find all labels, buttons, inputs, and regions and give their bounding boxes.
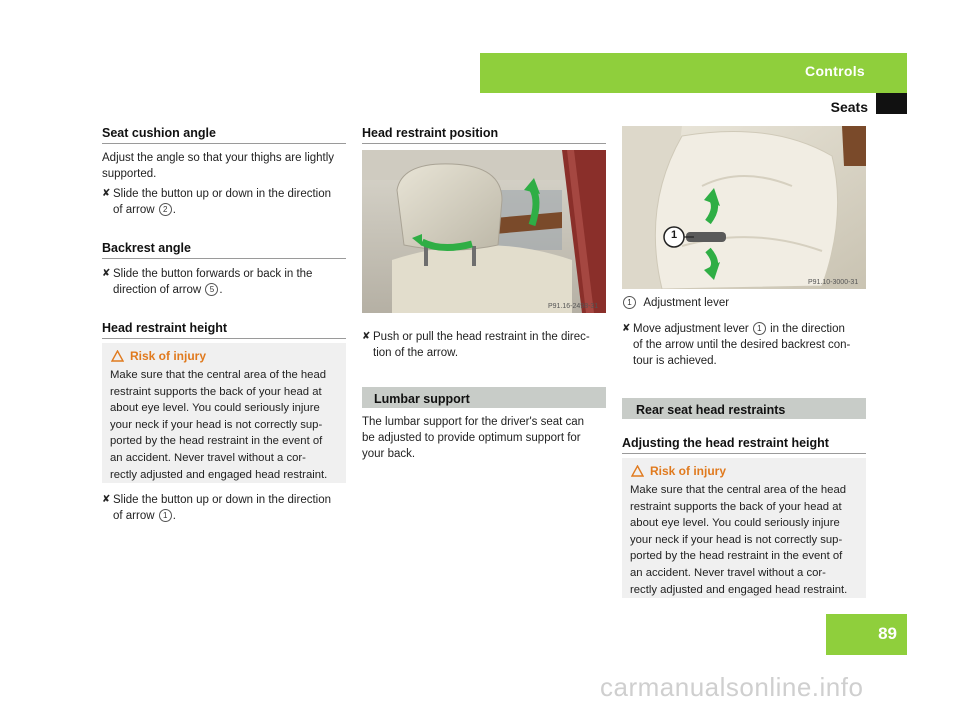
bullet-text-line3: tour is achieved.	[633, 355, 717, 367]
page-number-box	[826, 614, 907, 655]
bullet-text: direction of arrow	[113, 284, 202, 296]
warning-body	[110, 367, 327, 483]
bullet-text: Move adjustment lever	[633, 323, 749, 335]
head-restraint-photo	[362, 150, 606, 313]
warning-box	[622, 458, 866, 598]
callout-number: 1	[753, 322, 766, 335]
section-marker	[876, 93, 907, 114]
legend-number: 1	[623, 296, 636, 309]
bullet-text-line2	[113, 202, 176, 219]
warning-line: Make sure that the central area of the head	[630, 484, 847, 496]
backrest-bullet	[102, 266, 352, 300]
lumbar-support-header	[362, 387, 606, 408]
image-legend	[622, 295, 729, 312]
bullet-text-line1: Push or pull the head restraint in the direc-	[373, 331, 590, 343]
warning-line: ported by the head restraint in the event of	[630, 550, 843, 563]
chapter-tab-label: Controls	[805, 63, 865, 79]
rule	[102, 258, 346, 259]
head-height-bullet	[102, 492, 352, 526]
bullet-text-line1	[633, 321, 845, 338]
warning-line: rectly adjusted and engaged head restraint.	[630, 583, 848, 596]
rule	[362, 143, 606, 144]
bullet-period: .	[219, 284, 223, 296]
lumbar-line: The lumbar support for the driver's seat can	[362, 416, 585, 428]
warning-title-text: Risk of injury	[130, 349, 207, 363]
callout-number: 5	[205, 283, 218, 296]
bullet-text-line1: Slide the button up or down in the direction	[113, 188, 332, 200]
bullet-text: of arrow	[113, 204, 155, 216]
chapter-tab	[480, 53, 907, 93]
rear-seat-title: Rear seat head restraints	[636, 403, 786, 417]
bullet-period: .	[172, 510, 176, 522]
seat-cushion-bullet	[102, 186, 352, 220]
heading-adjusting-head-restraint-height: Adjusting the head restraint height	[622, 436, 829, 450]
head-restraint-illustration	[362, 150, 606, 313]
bullet-text-line2	[113, 282, 223, 299]
heading-head-restraint-position: Head restraint position	[362, 126, 499, 140]
warning-line: Make sure that the central area of the head	[110, 369, 327, 381]
bullet-text: of arrow	[113, 510, 155, 522]
warning-title-text: Risk of injury	[650, 464, 727, 478]
rear-seat-header	[622, 398, 866, 419]
image-callout-number: 1	[670, 229, 678, 241]
warning-line: your neck if your head is not correctly sup-	[110, 418, 323, 431]
warning-line: an accident. Never travel without a cor-	[630, 566, 826, 579]
adjustment-lever-photo	[622, 126, 866, 289]
lumbar-line: your back.	[362, 448, 416, 460]
rule	[622, 453, 866, 454]
warning-line: restraint supports the back of your head at	[630, 500, 842, 513]
bullet-text-line1: Slide the button forwards or back in the	[113, 268, 313, 280]
warning-line: your neck if your head is not correctly sup-	[630, 533, 843, 546]
heading-head-restraint-height: Head restraint height	[102, 321, 228, 335]
rule	[102, 338, 346, 339]
bullet-period: .	[172, 204, 176, 216]
bullet-arrow-icon: ✘	[102, 268, 111, 279]
bullet-text-line2: of the arrow until the desired backrest con-	[633, 339, 851, 351]
lumbar-line: be adjusted to provide optimum support for	[362, 432, 581, 444]
warning-line: ported by the head restraint in the event of	[110, 435, 323, 448]
bullet-text-line2	[113, 508, 176, 525]
warning-box	[102, 343, 346, 483]
image-code: P91.10-3000-31	[808, 279, 859, 286]
heading-seat-cushion-angle: Seat cushion angle	[102, 126, 216, 140]
bullet-text-line2: tion of the arrow.	[373, 347, 459, 359]
backrest-illustration	[622, 126, 866, 289]
bullet-text-line1: Slide the button up or down in the direction	[113, 494, 332, 506]
callout-number: 2	[159, 203, 172, 216]
bullet-arrow-icon: ✘	[102, 188, 111, 199]
warning-line: restraint supports the back of your head at	[110, 385, 322, 398]
head-position-bullet	[362, 329, 612, 363]
callout-number: 1	[159, 509, 172, 522]
warning-line: about eye level. You could seriously injure	[630, 517, 840, 530]
watermark: carmanualsonline.info	[600, 672, 864, 702]
warning-line: rectly adjusted and engaged head restraint.	[110, 468, 328, 481]
seat-cushion-para-2: supported.	[102, 168, 157, 180]
bullet-arrow-icon: ✘	[102, 494, 111, 505]
adjustment-lever-bullet	[622, 321, 872, 371]
image-code: P91.16-2498-31	[548, 303, 599, 310]
seat-cushion-para-1: Adjust the angle so that your thighs are lightly	[102, 152, 335, 164]
legend-text: Adjustment lever	[643, 297, 730, 309]
bullet-arrow-icon: ✘	[362, 331, 371, 342]
warning-title	[111, 349, 206, 363]
lumbar-support-title: Lumbar support	[374, 392, 470, 406]
bullet-arrow-icon: ✘	[622, 323, 631, 334]
warning-line: about eye level. You could seriously injure	[110, 402, 320, 415]
section-title: Seats	[830, 99, 868, 115]
warning-triangle-icon	[631, 465, 644, 477]
warning-triangle-icon	[111, 350, 124, 362]
warning-title	[631, 464, 726, 478]
rule	[102, 143, 346, 144]
heading-backrest-angle: Backrest angle	[102, 241, 191, 255]
warning-body	[630, 482, 847, 598]
warning-line: an accident. Never travel without a cor-	[110, 451, 306, 464]
page-number: 89	[878, 624, 897, 643]
bullet-text: in the direction	[770, 323, 845, 335]
